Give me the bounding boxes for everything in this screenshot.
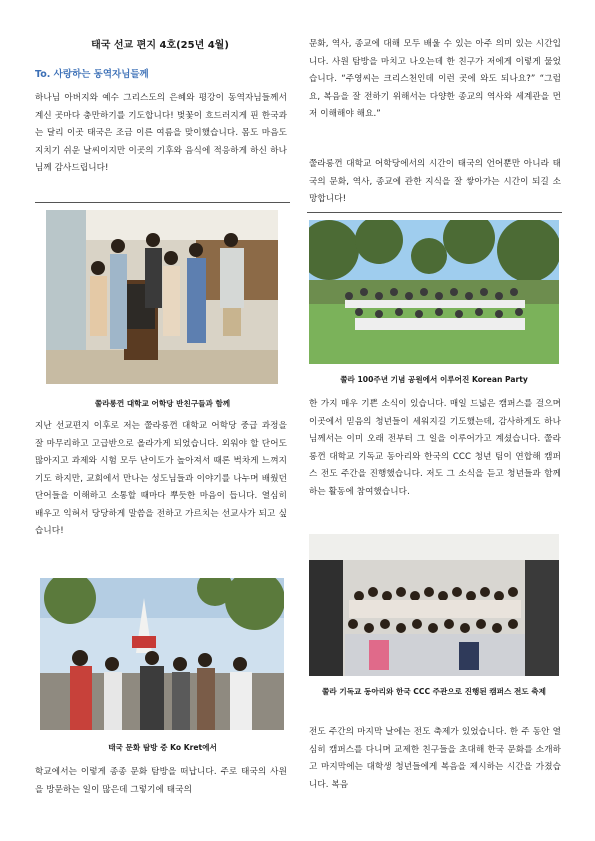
culture-trip-paragraph: 학교에서는 이렇게 종종 문화 탐방을 떠납니다. 주로 태국의 사원을 방문하는 일이 많은데 그렇기에 태국의 [35,767,287,795]
language-school-paragraph: 지난 선교편지 이후로 저는 쭐라롱껀 대학교 어학당 중급 과정을 잘 마무리하고 고급반으로 올라가게 되었습니다. 외워야 할 단어도 많아지고 과제와 시험 모두 난이도가 높아져서 때론 벅차게 느껴지기도 하지만, 교회에서 만나는 성도님들과 이야기를 나누며 배웠던 단어들을 이해하고 소통할 때마다 뿌듯한 마음이 듭니다. 열심히 배우고 익혀서 당당하게 말씀을 전하고 가르치는 선교사가 되고 싶습니다! [35,421,287,536]
photo-ko-kret [40,578,284,730]
temple-conversation-paragraph: 문화, 역사, 종교에 대해 모두 배울 수 있는 아주 의미 있는 시간입니다. 사원 탐방을 마치고 나오는데 한 친구가 저에게 이렇게 물었습니다. “주영씨는 크리스천인데 이런 곳에 와도 되나요?” “그럼요, 복음을 잘 전하기 위해서는 다양한 종교의 역사와 세계관을 먼저 이해해야 해요.” [309,39,561,119]
divider [307,212,562,213]
caption-classroom: 쭐라롱껀 대학교 어학당 반친구들과 함께 [94,399,231,408]
photo-evangelism-festival [309,534,559,676]
photo-classroom-friends [46,210,278,384]
letter-title: 태국 선교 편지 4호(25년 4월) [91,40,229,51]
campus-ministry-paragraph: 한 가지 매우 기쁜 소식이 있습니다. 매일 드넓은 캠퍼스를 걸으며 이곳에서 믿음의 청년들이 세워지길 기도했는데, 감사하게도 하나님께서는 이미 오래 전부터 그 일을 이루어가고 계셨습니다. 쭐라롱껀 대학교 기독교 동아리와 한국의 CCC 청년 팀이 연합해 캠퍼스 전도 주간을 진행했습니다. 저도 그 소식을 듣고 청년들과 함께 하는 활동에 참여했습니다. [309,399,561,497]
photo-korean-party [309,220,559,364]
divider [35,202,290,203]
festival-paragraph: 전도 주간의 마지막 날에는 전도 축제가 있었습니다. 한 주 동안 열심히 캠퍼스를 다니며 교제한 친구들을 초대해 한국 문화를 소개하고 마지막에는 대학생 청년들에게 복음을 제시하는 시간을 가졌습니다. 복음 [309,727,561,790]
caption-evangelism-festival: 쭐라 기독교 동아리와 한국 CCC 주관으로 진행된 캠퍼스 전도 축제 [322,687,546,696]
greeting: To. 사랑하는 동역자님들께 [35,69,149,80]
hope-paragraph: 쭐라롱껀 대학교 어학당에서의 시간이 태국의 언어뿐만 아니라 태국의 문화, 역사, 종교에 관한 지식을 잘 쌓아가는 시간이 되길 소망합니다! [309,159,561,204]
caption-ko-kret: 태국 문화 탐방 중 Ko Kret에서 [108,743,217,752]
caption-korean-party: 쭐라 100주년 기념 공원에서 이루어진 Korean Party [340,375,528,384]
intro-paragraph: 하나님 아버지와 예수 그리스도의 은혜와 평강이 동역자님들께서 계신 곳마다 충만하기를 기도합니다! 벚꽃이 흐드러지게 핀 한국과는 달리 이곳 태국은 조금 이른 여름을 맞이했습니다. 몸도 마음도 지치기 쉬운 날씨이지만 이곳의 기후와 음식에 적응하게 하신 하나님께 감사드립니다! [35,93,287,173]
